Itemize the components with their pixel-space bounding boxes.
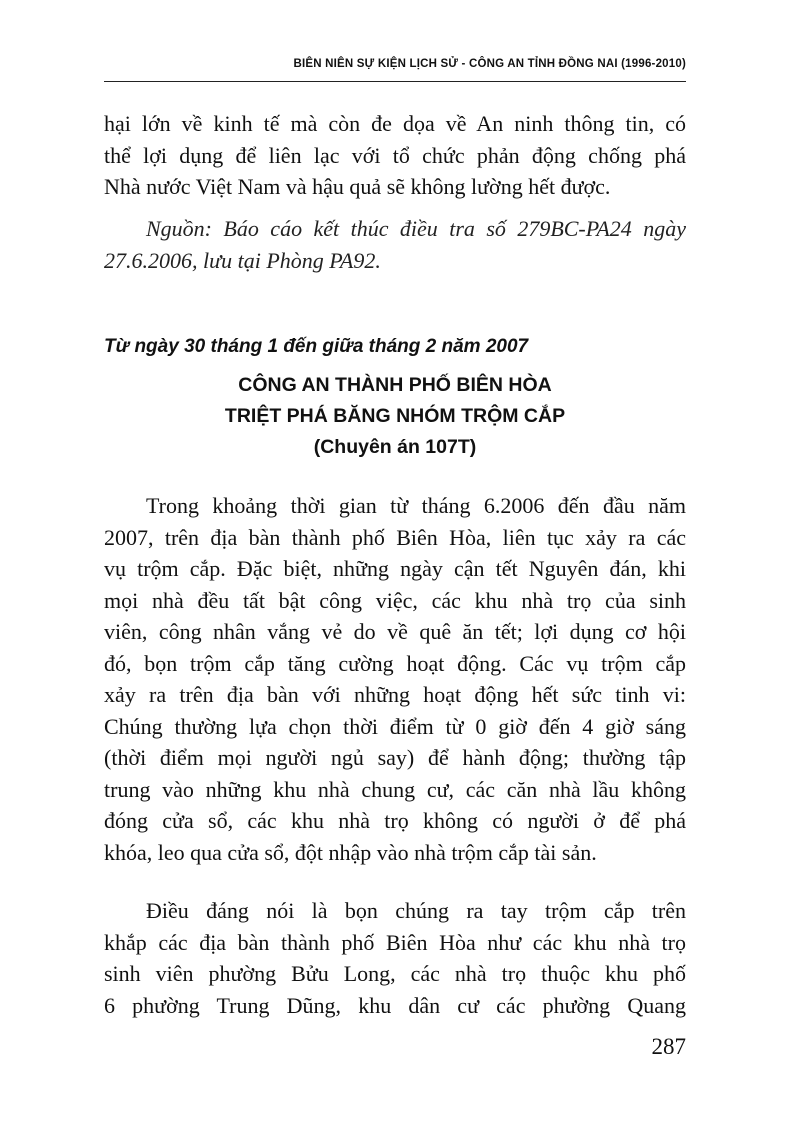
text-line: Điều đáng nói là bọn chúng ra tay trộm cắp trên bbox=[146, 898, 686, 923]
section-headline bbox=[104, 370, 686, 463]
text-line: Nguồn: Báo cáo kết thúc điều tra số 279BC-PA24 ngày bbox=[146, 216, 686, 241]
text-line: Nhà nước Việt Nam và hậu quả sẽ không lường hết được. bbox=[104, 174, 611, 199]
header-divider bbox=[104, 81, 686, 82]
text-line: thể lợi dụng để liên lạc với tổ chức phản động chống phá bbox=[104, 142, 686, 168]
text-line: đóng cửa sổ, các khu nhà trọ không có người ở để phá bbox=[104, 808, 686, 833]
text-line: đó, bọn trộm cắp tăng cường hoạt động. Các vụ trộm cắp bbox=[104, 650, 686, 676]
headline-line-2: TRIỆT PHÁ BĂNG NHÓM TRỘM CẮP bbox=[224, 405, 566, 427]
text-line: viên, công nhân vắng vẻ do về quê ăn tết; lợi dụng cơ hội bbox=[104, 619, 686, 644]
running-header: BIÊN NIÊN SỰ KIỆN LỊCH SỬ - CÔNG AN TỈNH ĐỒNG NAI (1996-2010) bbox=[293, 58, 686, 70]
text-line: 6 phường Trung Dũng, khu dân cư các phường Quang bbox=[104, 992, 686, 1018]
body-paragraph-2 bbox=[104, 895, 686, 1021]
text-line: (thời điểm mọi người ngủ say) để hành động; thường tập bbox=[104, 745, 686, 770]
headline-line-1: CÔNG AN THÀNH PHỐ BIÊN HÒA bbox=[238, 374, 552, 396]
source-note bbox=[104, 213, 686, 276]
text-line: hại lớn về kinh tế mà còn đe dọa về An ninh thông tin, có bbox=[104, 111, 686, 136]
section-date: Từ ngày 30 tháng 1 đến giữa tháng 2 năm 2007 bbox=[104, 336, 529, 357]
text-line: trung vào những khu nhà chung cư, các căn nhà lầu không bbox=[104, 776, 686, 802]
text-line: sinh viên phường Bửu Long, các nhà trọ thuộc khu phố bbox=[104, 961, 686, 986]
headline-subtitle: (Chuyên án 107T) bbox=[313, 436, 477, 458]
text-line: xảy ra trên địa bàn với những hoạt động hết sức tinh vi: bbox=[104, 682, 686, 707]
body-paragraph-1 bbox=[104, 490, 686, 868]
page-number: 287 bbox=[651, 1034, 686, 1059]
text-line: vụ trộm cắp. Đặc biệt, những ngày cận tết Nguyên đán, khi bbox=[104, 556, 686, 581]
text-line: khắp các địa bàn thành phố Biên Hòa như các khu nhà trọ bbox=[104, 929, 686, 955]
text-line: 27.6.2006, lưu tại Phòng PA92. bbox=[104, 247, 381, 273]
text-line: Chúng thường lựa chọn thời điểm từ 0 giờ đến 4 giờ sáng bbox=[104, 713, 686, 739]
text-line: mọi nhà đều tất bật công việc, các khu nhà trọ của sinh bbox=[104, 587, 686, 613]
continued-paragraph bbox=[104, 108, 686, 203]
text-line: Trong khoảng thời gian từ tháng 6.2006 đến đầu năm bbox=[146, 493, 686, 518]
text-line: khóa, leo qua cửa sổ, đột nhập vào nhà trộm cắp tài sản. bbox=[104, 839, 597, 865]
text-line: 2007, trên địa bàn thành phố Biên Hòa, liên tục xảy ra các bbox=[104, 524, 686, 550]
